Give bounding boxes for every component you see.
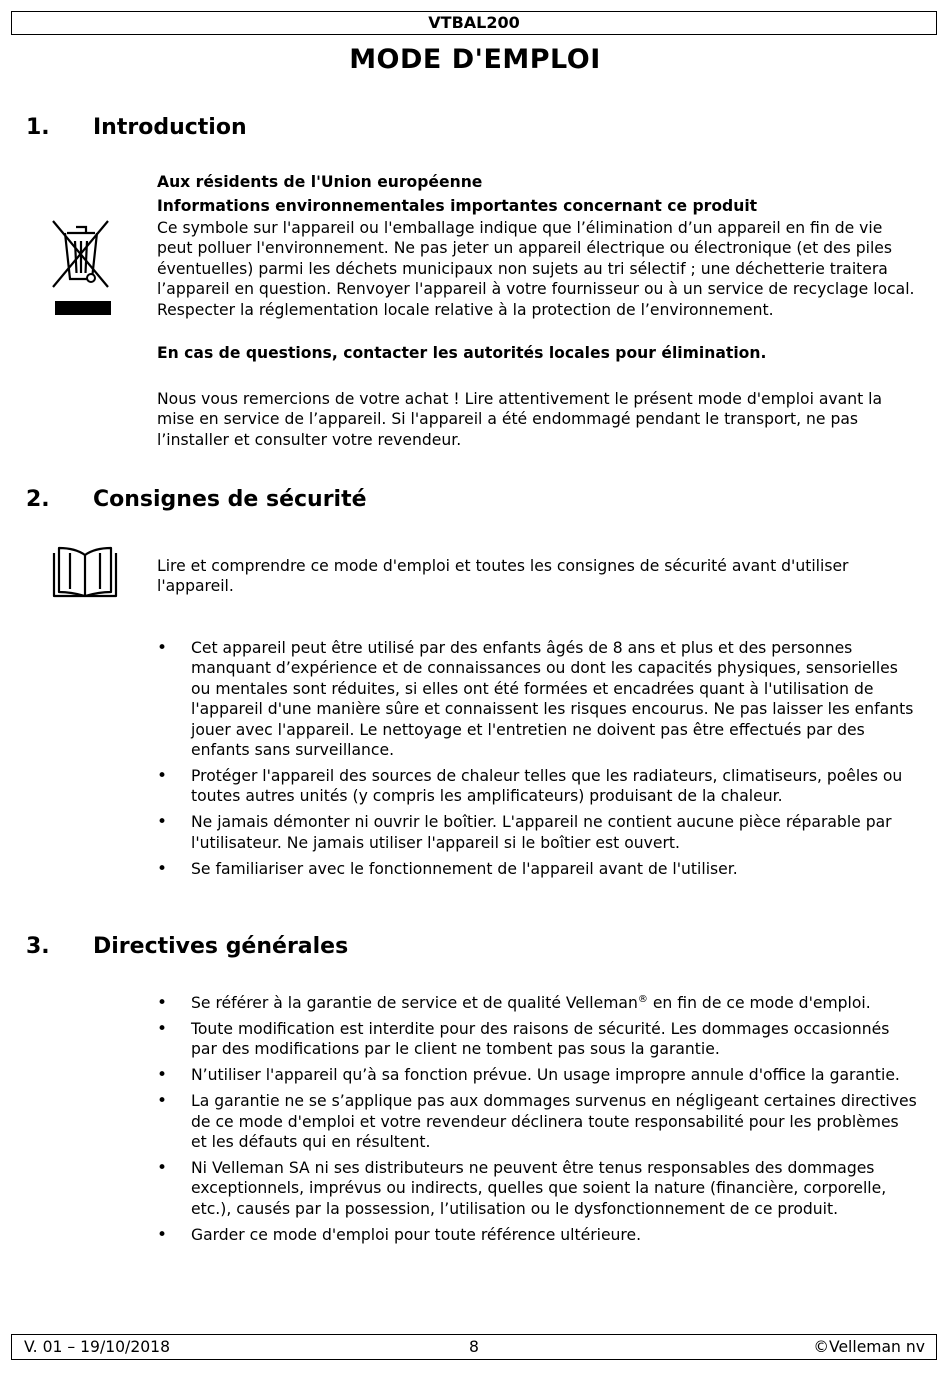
list-item: • Cet appareil peut être utilisé par des enfants âgés de 8 ans et plus et des personnes manquant d’expérience et de connaissances ou dont les capacités physiques, sensorielles ou mentales sont réduites, si elles ont été formées et encadrées quant à l'utilisation de l'appareil d'une manière sûre et connaissent les risques encourus. Ne pas laisser les enfants jouer avec l'appareil. Le nettoyage et l'entretien ne doivent pas être effectués par des enfants sans surveillance. (157, 638, 917, 760)
list-item: • Ne jamais démonter ni ouvrir le boîtier. L'appareil ne contient aucune pièce réparable par l'utilisateur. Ne jamais utiliser l'appareil si le boîtier est ouvert. (157, 812, 917, 853)
eu-residents-title: Aux résidents de l'Union européenne (157, 173, 483, 191)
page-number: 8 (469, 1338, 479, 1356)
environment-info-title: Informations environnementales importantes concernant ce produit (157, 197, 758, 215)
section-heading-safety (26, 487, 367, 512)
section-number: 3. (26, 934, 50, 959)
list-item: • Se référer à la garantie de service et de qualité Velleman® en fin de ce mode d'emploi. (157, 993, 917, 1013)
general-guidelines-list (157, 993, 917, 1250)
read-manual-text: Lire et comprendre ce mode d'emploi et toutes les consignes de sécurité avant d'utiliser l'appareil. (157, 557, 849, 596)
crossed-out-wheelie-bin-icon (50, 215, 114, 321)
list-item: • Ni Velleman SA ni ses distributeurs ne peuvent être tenus responsables des dommages exceptionnels, imprévus ou indirects, quelles que soient la nature (financière, corporelle, etc.), causés par la possession, l’utilisation ou le dysfonctionnement de ce produit. (157, 1158, 917, 1219)
version-date: V. 01 – 19/10/2018 (24, 1338, 171, 1356)
section-heading-introduction (26, 115, 247, 140)
list-item: • Garder ce mode d'emploi pour toute référence ultérieure. (157, 1225, 917, 1245)
section-title: Consignes de sécurité (93, 487, 367, 512)
contact-authorities-text: En cas de questions, contacter les autorités locales pour élimination. (157, 344, 767, 362)
list-item: • Protéger l'appareil des sources de chaleur telles que les radiateurs, climatiseurs, poêles ou toutes autres unités (y compris les amplificateurs) produisant de la chaleur. (157, 766, 917, 807)
page-footer (11, 1334, 937, 1360)
page-title: MODE D'EMPLOI (349, 44, 601, 75)
list-item: • N’utiliser l'appareil qu’à sa fonction prévue. Un usage impropre annule d'office la garantie. (157, 1065, 917, 1085)
section-number: 2. (26, 487, 50, 512)
section-heading-general-guidelines (26, 934, 348, 959)
list-item: • La garantie ne se s’applique pas aux dommages survenus en négligeant certaines directives de ce mode d'emploi et votre revendeur déclinera toute responsabilité pour les problèmes et les défauts qui en résultent. (157, 1091, 917, 1152)
environment-info-text: Ce symbole sur l'appareil ou l'emballage indique que l’élimination d’un appareil en fin de vie peut polluer l'environnement. Ne pas jeter un appareil électrique ou électronique (et des piles éventuelles) parmi les déchets municipaux non sujets au tri sélectif ; une déchetterie traitera l’appareil en question. Renvoyer l'appareil à votre fournisseur ou à un service de recyclage local. Respecter la réglementation locale relative à la protection de l’environnement. (157, 219, 915, 319)
list-item: • Se familiariser avec le fonctionnement de l'appareil avant de l'utiliser. (157, 859, 917, 879)
list-item: • Toute modification est interdite pour des raisons de sécurité. Les dommages occasionnés par des modifications par le client ne tombent pas sous la garantie. (157, 1019, 917, 1060)
open-book-icon (52, 545, 118, 603)
registered-mark: ® (637, 993, 648, 1005)
thanks-text: Nous vous remercions de votre achat ! Lire attentivement le présent mode d'emploi avant la mise en service de l’appareil. Si l'appareil a été endommagé pendant le transport, ne pas l’installer et consulter votre revendeur. (157, 390, 883, 449)
section-title: Directives générales (93, 934, 349, 959)
model-name: VTBAL200 (428, 13, 520, 32)
copyright: ©Velleman nv (813, 1338, 925, 1356)
page-header (11, 11, 937, 35)
safety-instructions-list (157, 638, 917, 884)
section-title: Introduction (93, 115, 247, 140)
section-number: 1. (26, 115, 50, 140)
